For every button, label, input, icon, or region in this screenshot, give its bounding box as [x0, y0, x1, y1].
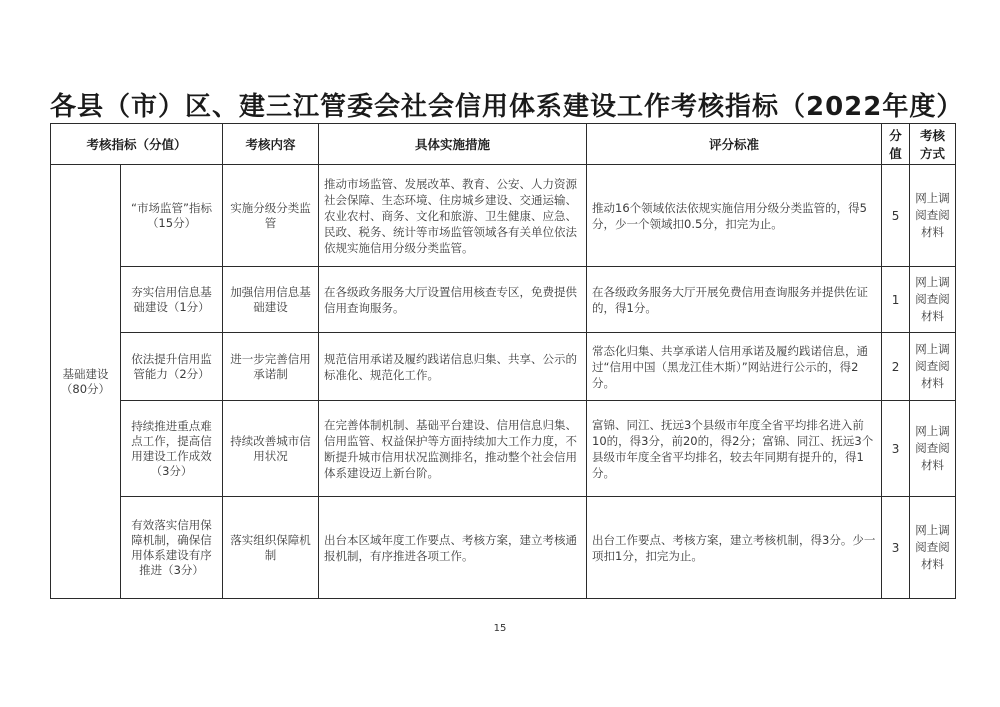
table-row [51, 165, 956, 267]
criteria-cell: 富锦、同江、抚远3个县级市年度全省平均排名进入前10的，得3分，前20的，得2分；富锦、同江、抚远3个县级市年度全省平均排名，较去年同期有提升的，得1分。 [587, 401, 882, 497]
method-cell: 网上调阅查阅材料 [910, 497, 956, 599]
indicator-cell: 持续推进重点难点工作，提高信用建设工作成效（3分） [121, 401, 223, 497]
header-measures: 具体实施措施 [319, 124, 587, 165]
content-cell: 加强信用信息基础建设 [223, 267, 319, 333]
score-cell: 1 [882, 267, 910, 333]
table-row [51, 267, 956, 333]
table-row [51, 401, 956, 497]
header-indicator: 考核指标（分值） [51, 124, 223, 165]
header-score: 分值 [882, 124, 910, 165]
indicator-cell: 依法提升信用监管能力（2分） [121, 333, 223, 401]
criteria-cell: 常态化归集、共享承诺人信用承诺及履约践诺信息，通过“信用中国（黑龙江佳木斯）”网站进行公示的，得2分。 [587, 333, 882, 401]
measures-cell: 出台本区域年度工作要点、考核方案，建立考核通报机制，有序推进各项工作。 [319, 497, 587, 599]
measures-cell: 规范信用承诺及履约践诺信息归集、共享、公示的标准化、规范化工作。 [319, 333, 587, 401]
table-row [51, 333, 956, 401]
indicator-cell: “市场监管”指标（15分） [121, 165, 223, 267]
criteria-cell: 在各级政务服务大厅开展免费信用查询服务并提供佐证的，得1分。 [587, 267, 882, 333]
indicator-cell: 夯实信用信息基础建设（1分） [121, 267, 223, 333]
content-cell: 进一步完善信用承诺制 [223, 333, 319, 401]
score-cell: 3 [882, 401, 910, 497]
method-cell: 网上调阅查阅材料 [910, 267, 956, 333]
header-criteria: 评分标准 [587, 124, 882, 165]
measures-cell: 在完善体制机制、基础平台建设、信用信息归集、信用监管、权益保护等方面持续加大工作力度，不断提升城市信用状况监测排名，推动整个社会信用体系建设迈上新台阶。 [319, 401, 587, 497]
method-cell: 网上调阅查阅材料 [910, 401, 956, 497]
method-cell: 网上调阅查阅材料 [910, 165, 956, 267]
content-cell: 落实组织保障机制 [223, 497, 319, 599]
score-cell: 2 [882, 333, 910, 401]
measures-cell: 推动市场监管、发展改革、教育、公安、人力资源社会保障、生态环境、住房城乡建设、交通运输、农业农村、商务、文化和旅游、卫生健康、应急、民政、税务、统计等市场监管领域各有关单位依法依规实施信用分级分类监管。 [319, 165, 587, 267]
criteria-cell: 推动16个领域依法依规实施信用分级分类监管的，得5分，少一个领域扣0.5分，扣完为止。 [587, 165, 882, 267]
header-content: 考核内容 [223, 124, 319, 165]
table-header-row [51, 124, 956, 165]
page-number: 15 [493, 623, 507, 634]
header-method: 考核方式 [910, 124, 956, 165]
category-cell: 基础建设（80分） [51, 165, 121, 599]
method-cell: 网上调阅查阅材料 [910, 333, 956, 401]
score-cell: 3 [882, 497, 910, 599]
measures-cell: 在各级政务服务大厅设置信用核查专区，免费提供信用查询服务。 [319, 267, 587, 333]
indicator-cell: 有效落实信用保障机制，确保信用体系建设有序推进（3分） [121, 497, 223, 599]
criteria-cell: 出台工作要点、考核方案，建立考核机制，得3分。少一项扣1分，扣完为止。 [587, 497, 882, 599]
content-cell: 持续改善城市信用状况 [223, 401, 319, 497]
score-cell: 5 [882, 165, 910, 267]
table-row [51, 497, 956, 599]
content-cell: 实施分级分类监管 [223, 165, 319, 267]
document-title: 各县（市）区、建三江管委会社会信用体系建设工作考核指标（2022年度） [50, 92, 964, 122]
assessment-table [50, 123, 956, 599]
